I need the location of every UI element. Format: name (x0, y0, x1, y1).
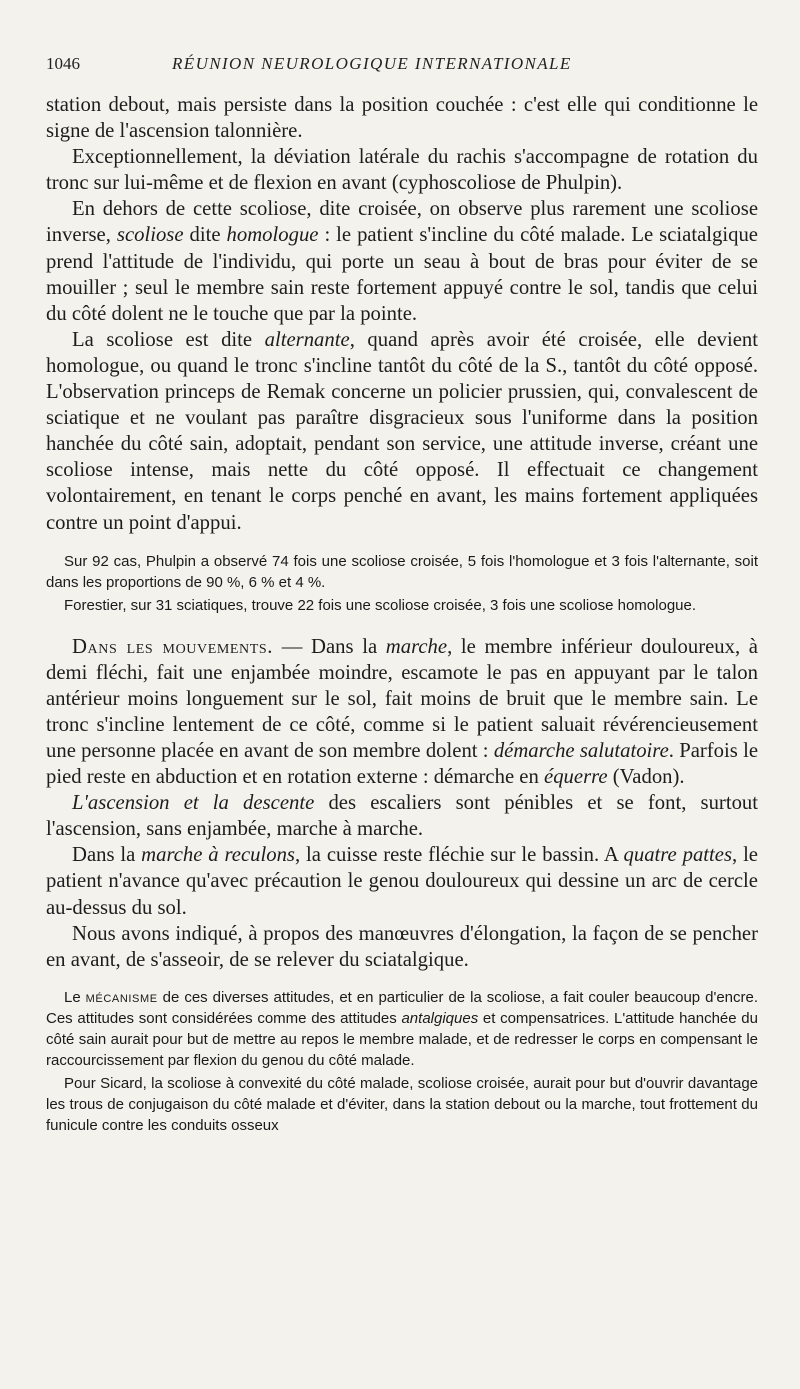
note-sicard: Pour Sicard, la scoliose à convexité du côté malade, scoliose croisée, aurait pour but d'ouvrir davantage les trous de conjugaison du côté malade et d'éviter, dans la station debout ou la marche, tout frottement du funicule contre les conduits osseux (46, 1074, 758, 1134)
text-run: , le patient n'avance qu'avec précaution le genou douloureux qui dessine un arc de cercle au-dessus du sol. (46, 844, 758, 919)
text-run: En dehors de cette scoliose, dite croisée, on observe plus rarement une scoliose inverse, (46, 198, 758, 247)
page-header (46, 54, 650, 80)
page-number: 1046 (46, 54, 80, 73)
section-heading-mouvements: Dans les mouvements. (72, 635, 274, 658)
paragraph-escaliers (46, 790, 758, 842)
paragraph-marche (46, 634, 758, 791)
paragraph-manoeuvres: Nous avons indiqué, à propos des manœuvres d'élongation, la façon de se pencher en avant, de s'asseoir, de se relever du sciatalgique. (46, 922, 758, 971)
emphasis-marche: marche (385, 635, 448, 658)
emphasis-ascension-descente: L'ascension et la descente (72, 792, 315, 815)
small-caps-mecanisme: mécanisme (85, 988, 158, 1006)
emphasis-marche-reculons: marche à reculons (141, 844, 295, 867)
footnote-block-statistics (46, 551, 758, 616)
paragraph-reculons (46, 842, 758, 920)
paragraph-cyphoscoliose: Exceptionnellement, la déviation latérale du rachis s'accompagne de rotation du tronc sur lui-même et de flexion en avant (cyphoscoliose de Phulpin). (46, 146, 758, 195)
text-run: La scoliose est dite (72, 328, 265, 351)
emphasis-scoliose: scoliose (116, 224, 184, 247)
text-run: — Dans la (273, 635, 386, 658)
text-run: , quand après avoir été croisée, elle devient homologue, ou quand le tronc s'incline tantôt du côté de la S., tantôt du côté opposé. L'observation princeps de Remak concerne un policier prussien, qui, convalescent de sciatique et ne voulant pas paraître disgracieux sous l'uniforme dans la position hanchée du côté sain, adoptait, pendant son service, une attitude inverse, créant une scoliose intense, mais nette du côté opposé. Il effectuait ce changement volontairement, en tenant le corps penché en avant, les mains fortement appliquées contre un point d'appui. (46, 328, 758, 534)
text-run: Le (64, 988, 86, 1006)
text-run: . Parfois le pied reste en abduction et en rotation externe : démarche en (46, 739, 758, 789)
footnote-block-mecanisme (46, 987, 758, 1136)
emphasis-antalgiques: antalgiques (401, 1009, 479, 1027)
text-run: des escaliers sont pénibles et se font, surtout l'ascension, sans enjambée, marche à marche. (46, 792, 758, 841)
text-run: : le patient s'incline du côté malade. Le sciatalgique prend l'attitude de l'individu, qui porte un seau à bout de bras pour éviter de se mouiller ; seul le membre sain reste fortement appuyé contre le sol, tandis que celui du côté dolent ne le touche que par la pointe. (46, 224, 758, 325)
section-mouvements (46, 634, 758, 973)
text-run: , le membre inférieur douloureux, à demi fléchi, fait une enjambée moindre, escamote le pas en appuyant par le talon antérieur moins longuement sur le sol, fait moins de bruit que le membre sain. Le tronc s'incline lentement de ce côté, comme si le patient saluait révérencieusement une personne placée en avant de son membre dolent : (46, 635, 758, 762)
paragraph-scoliose-alternante (46, 327, 758, 536)
emphasis-alternante: alternante (264, 328, 350, 351)
paragraph-continuation: station debout, mais persiste dans la position couchée : c'est elle qui conditionne le signe de l'ascension talonnière. (46, 94, 758, 143)
emphasis-equerre: équerre (544, 766, 608, 789)
note-forestier: Forestier, sur 31 sciatiques, trouve 22 fois une scoliose croisée, 3 fois une scoliose homologue. (64, 596, 697, 614)
note-phulpin: Sur 92 cas, Phulpin a observé 74 fois une scoliose croisée, 5 fois l'homologue et 3 fois l'alternante, soit dans les proportions de 90 %, 6 % et 4 %. (46, 552, 758, 591)
emphasis-quatre-pattes: quatre pattes (623, 844, 733, 867)
text-run: , la cuisse reste fléchie sur le bassin. A (295, 844, 624, 867)
running-title: RÉUNION NEUROLOGIQUE INTERNATIONALE (172, 54, 572, 73)
paragraph-scoliose-homologue (46, 196, 758, 326)
text-run: dite (183, 224, 227, 247)
text-run: (Vadon). (607, 766, 685, 789)
text-run: Dans la (72, 844, 142, 867)
text-run: et compensatrices. L'attitude hanchée du côté sain aurait pour but de mettre au repos le membre malade, et de redresser le corps en compensant le raccourcissement par flexion du genou du côté malade. (46, 1009, 758, 1069)
emphasis-homologue: homologue (226, 224, 319, 247)
emphasis-demarche-salutatoire: démarche salutatoire (493, 739, 669, 762)
text-run: de ces diverses attitudes, et en particulier de la scoliose, a fait couler beaucoup d'encre. Ces attitudes sont considérées comme des attitudes (46, 988, 759, 1027)
main-text (46, 92, 758, 1136)
note-mecanisme (46, 987, 758, 1071)
